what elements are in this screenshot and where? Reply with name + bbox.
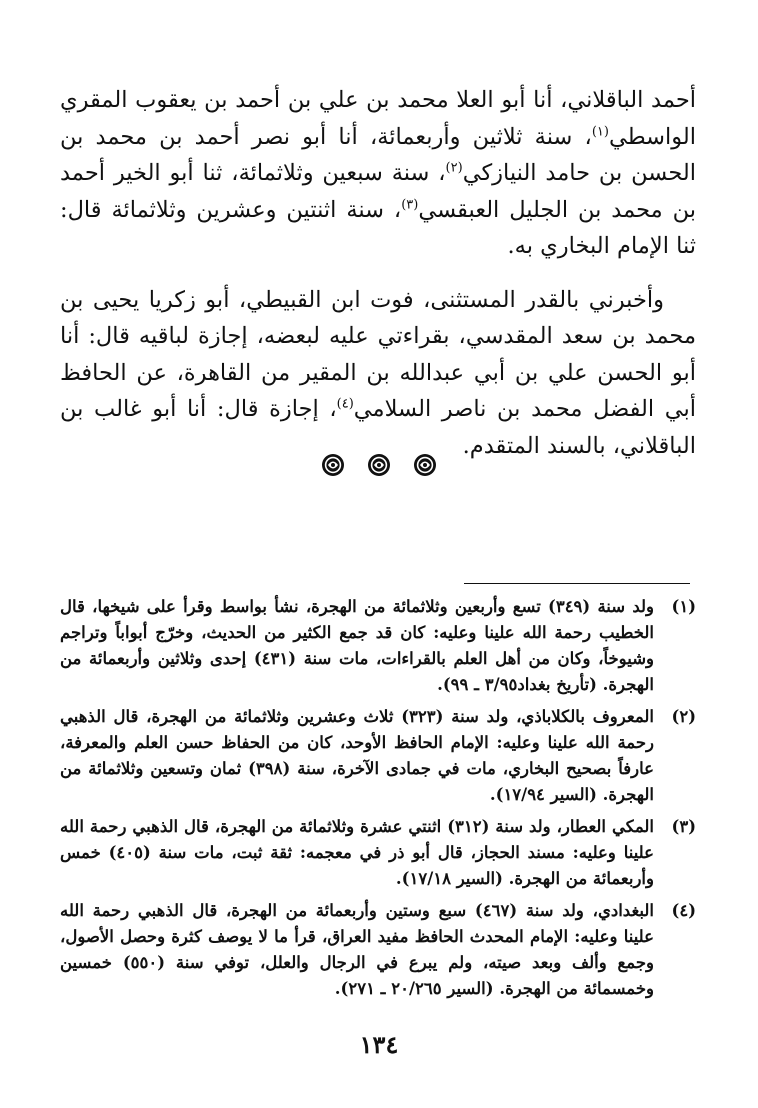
footnote-ref-1: (١): [591, 124, 609, 139]
floral-medallion-icon: [367, 453, 391, 477]
footnote-number: (٣): [671, 817, 696, 836]
footnote-text: البغدادي، ولد سنة (٤٦٧) سبع وستين وأربعمائة من الهجرة، قال الذهبي رحمة الله علينا وعليه: الإمام المحدث الحافظ مفيد العراق، قرأ ما لا يوصف كثرة وحصل الأصول، وجمع وألف وبعد صيته، ولم يبرع في الرجال والعلل، توفي سنة (٥٥٠) خمسين وخمسمائة من الهجرة. (السير ٢٠/٢٦٥ ـ ٢٧١).: [60, 901, 654, 998]
page-number: ١٣٤: [359, 1030, 399, 1059]
paragraph-1-segment-2: ، سنة ثلاثين وأربعمائة، أنا أبو نصر أحمد بن محمد بن الحسن بن حامد النيازكي: [60, 123, 696, 186]
footnote-1: [60, 594, 696, 698]
footnote-separator-rule: [464, 583, 690, 584]
footnote-4: [60, 898, 696, 1002]
footnote-ref-4: (٤): [336, 396, 354, 412]
paragraph-2-segment-1: وأخبرني بالقدر المستثنى، فوت ابن القبيطي، أبو زكريا يحيى بن محمد بن سعد المقدسي، بقراءتي عليه لبعضه، إجازة لباقيه قال: أنا أبو الحسن علي بن أبي عبدالله بن المقير من القاهرة، عن الحافظ أبي الفضل محمد بن ناصر السلامي: [60, 286, 696, 422]
footnote-text: المكي العطار، ولد سنة (٣١٢) اثنتي عشرة وثلاثمائة من الهجرة، قال الذهبي رحمة الله علينا وعليه: مسند الحجاز، قال أبو ذر في معجمه: ثقة ثبت، مات سنة (٤٠٥) خمس وأربعمائة من الهجرة. (السير ١٧/١٨).: [60, 817, 654, 888]
footnote-3: [60, 814, 696, 892]
paragraph-1-segment-3: ، سنة سبعين وثلاثمائة، ثنا أبو الخير أحمد بن محمد بن الجليل العبقسي: [60, 160, 696, 223]
footnote-text: ولد سنة (٣٤٩) تسع وأربعين وثلاثمائة من الهجرة، نشأ بواسط وقرأ على شيخها، قال الخطيب رحمة الله علينا وعليه: كان قد جمع الكثير من الحديث، وخرّج أبواباً وتراجم وشيوخاً، وكان من أهل العلم بالقراءات، مات سنة (٤٣١) إحدى وثلاثين وأربعمائة من الهجرة. (تأريخ بغداد٣/٩٥ ـ ٩٩).: [60, 597, 654, 694]
floral-medallion-icon: [413, 453, 437, 477]
footnote-number: (١): [671, 597, 696, 616]
paragraph-1-segment-1: أحمد الباقلاني، أنا أبو العلا محمد بن علي بن أحمد بن يعقوب المقري الواسطي: [60, 87, 696, 150]
footnote-ref-3: (٣): [401, 197, 419, 212]
footnote-number: (٢): [671, 707, 696, 726]
footnote-text: المعروف بالكلاباذي، ولد سنة (٣٢٣) ثلاث وعشرين وثلاثمائة من الهجرة، قال الذهبي رحمة الله علينا وعليه: الإمام الحافظ الأوحد، كان من الحفاظ حسن العلم والمعرفة، عارفاً بصحيح البخاري، مات في جمادى الآخرة، سنة (٣٩٨) ثمان وتسعين وثلاثمائة من الهجرة. (السير ١٧/٩٤).: [60, 707, 654, 804]
floral-medallion-icon: [321, 453, 345, 477]
footnotes: [60, 594, 696, 1008]
footnote-number: (٤): [671, 901, 696, 920]
footnote-2: [60, 704, 696, 808]
paragraph-1: [60, 82, 696, 265]
paragraph-2-segment-2: ، إجازة قال: أنا أبو غالب بن الباقلاني، بالسند المتقدم.: [60, 396, 696, 459]
paragraph-2: [60, 282, 696, 465]
paragraph-1-segment-4: ، سنة اثنتين وعشرين وثلاثمائة قال: ثنا الإمام البخاري به.: [60, 196, 696, 259]
footnote-ref-2: (٢): [445, 160, 463, 176]
main-text: [60, 82, 696, 464]
section-divider-ornaments: [0, 453, 758, 477]
